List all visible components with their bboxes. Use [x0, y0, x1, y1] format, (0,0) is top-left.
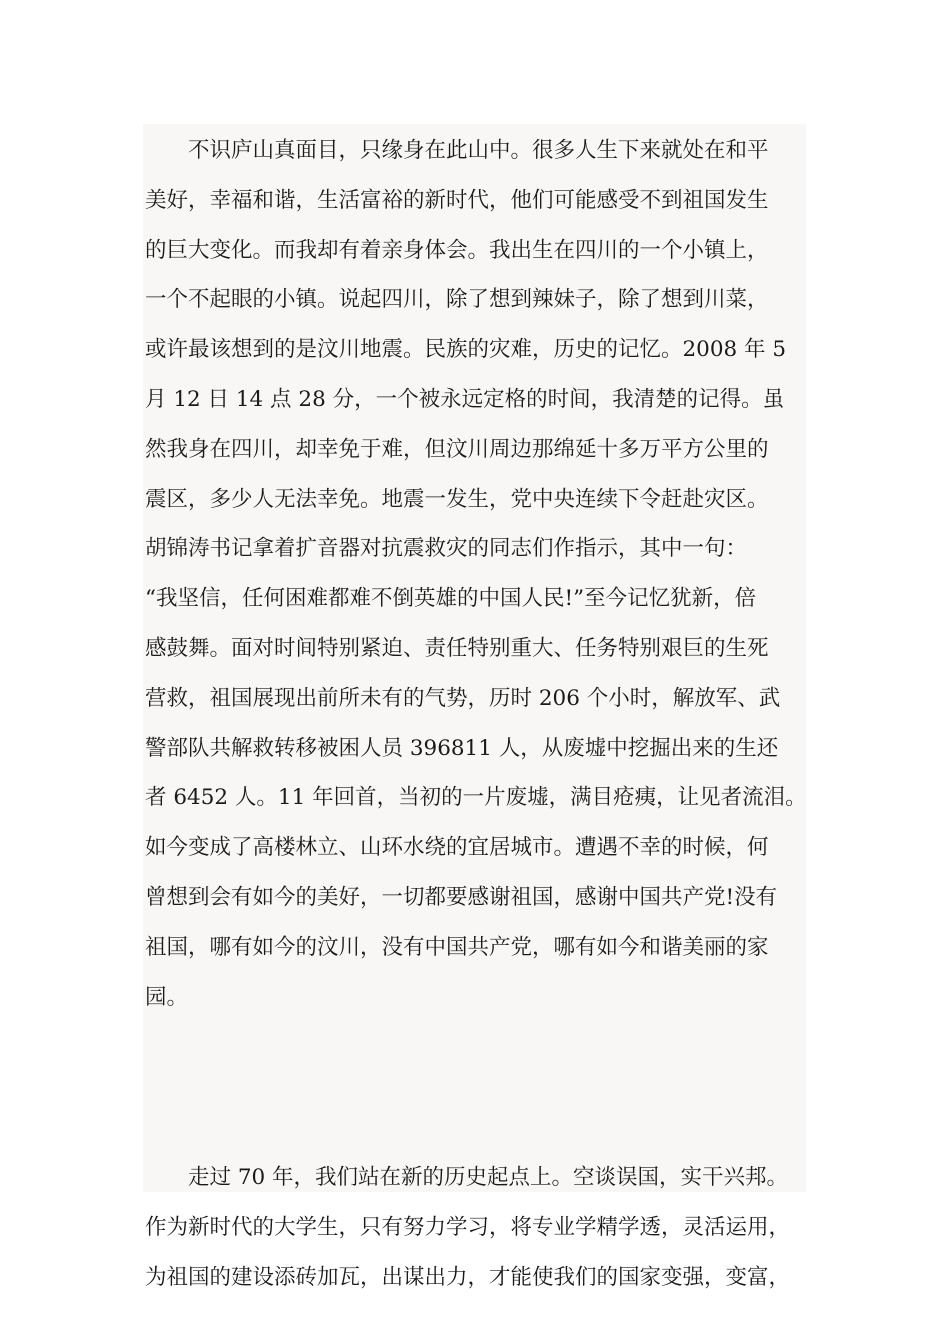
text-line: 震区，多少人无法幸免。地震一发生，党中央连续下令赶赴灾区。 [145, 486, 769, 512]
text-line: 营救，祖国展现出前所未有的气势，历时 206 个小时，解放军、武 [145, 685, 781, 711]
text-line: 胡锦涛书记拿着扩音器对抗震救灾的同志们作指示，其中一句： [145, 536, 748, 562]
text-line: 走过 70 年，我们站在新的历史起点上。空谈误国，实干兴邦。 [188, 1165, 789, 1190]
text-line: “我坚信，任何困难都难不倒英雄的中国人民!”至今记忆犹新，倍 [145, 586, 757, 612]
text-line: 感鼓舞。面对时间特别紧迫、责任特别重大、任务特别艰巨的生死 [145, 635, 769, 661]
text-line: 或许最该想到的是汶川地震。民族的灾难，历史的记忆。2008 年 5 [145, 337, 787, 363]
text-line: 如今变成了高楼林立、山环水绕的宜居城市。遭遇不幸的时候，何 [145, 835, 769, 861]
text-line: 祖国，哪有如今的汶川，没有中国共产党，哪有如今和谐美丽的家 [145, 934, 769, 960]
text-line: 月 12 日 14 点 28 分，一个被永远定格的时间，我清楚的记得。虽 [145, 386, 785, 412]
text-line: 作为新时代的大学生，只有努力学习，将专业学精学透，灵活运用， [145, 1214, 791, 1240]
text-line: 者 6452 人。11 年回首，当初的一片废墟，满目疮痍，让见者流泪。 [145, 785, 807, 811]
text-line: 园。 [145, 984, 189, 1010]
text-line: 的巨大变化。而我却有着亲身体会。我出生在四川的一个小镇上， [145, 237, 769, 263]
text-block [143, 124, 807, 1290]
text-line: 美好，幸福和谐，生活富裕的新时代，他们可能感受不到祖国发生 [145, 187, 769, 213]
text-line: 一个不起眼的小镇。说起四川，除了想到辣妹子，除了想到川菜， [145, 287, 769, 313]
paragraph [145, 1153, 850, 1302]
text-line: 然我身在四川，却幸免于难，但汶川周边那绵延十多万平方公里的 [145, 436, 769, 462]
text-line: 不识庐山真面目，只缘身在此山中。很多人生下来就处在和平 [188, 138, 769, 163]
text-line: 为祖国的建设添砖加瓦，出谋出力，才能使我们的国家变强，变富， [145, 1264, 791, 1290]
text-line: 曾想到会有如今的美好，一切都要感谢祖国，感谢中国共产党!没有 [145, 884, 778, 910]
text-line: 警部队共解救转移被困人员 396811 人，从废墟中挖掘出来的生还 [145, 735, 779, 761]
paragraph [145, 126, 850, 1022]
